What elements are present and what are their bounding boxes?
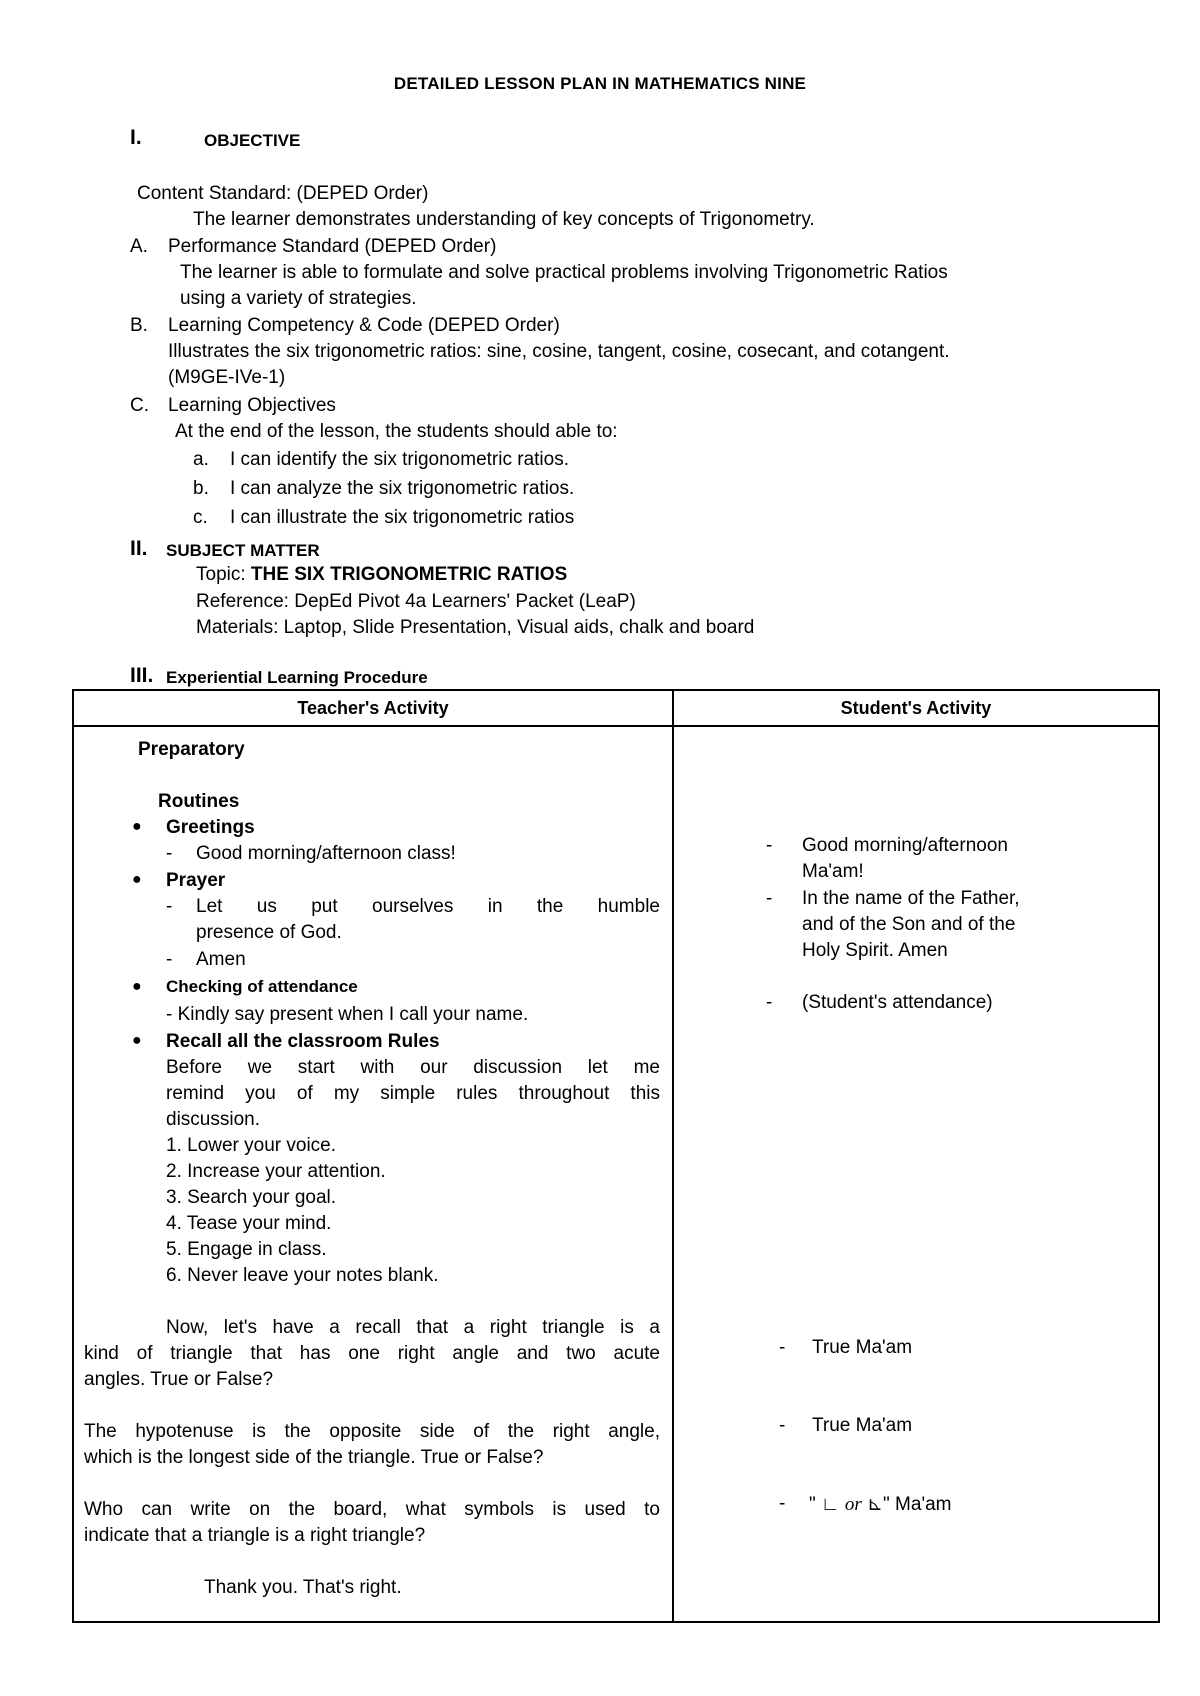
greetings-line: Good morning/afternoon class! (196, 843, 456, 864)
rule-item: 1. Lower your voice. (166, 1135, 337, 1156)
routines-label: Routines (158, 791, 240, 812)
student-answer-3 (809, 1493, 951, 1516)
performance-letter: A. (130, 236, 148, 257)
recall-line-1: Now, let's have a recall that a right triangle is a (166, 1317, 660, 1338)
topic-label: Topic: (196, 564, 251, 585)
teacher-activity-cell (73, 726, 673, 1622)
objective-marker-c: c. (193, 507, 208, 528)
dash-answer-1: - (779, 1337, 786, 1358)
attendance-line: - Kindly say present when I call your name. (166, 1004, 529, 1025)
objective-item-a: I can identify the six trigonometric ratios. (230, 449, 569, 470)
reference-line: Reference: DepEd Pivot 4a Learners' Packet (LeaP) (196, 591, 636, 612)
student-greeting-line-2: Ma'am! (802, 861, 864, 882)
dash-student-greeting: - (766, 835, 773, 856)
objective-item-c: I can illustrate the six trigonometric ratios (230, 507, 575, 528)
hypotenuse-line-2: which is the longest side of the triangle. True or False? (84, 1447, 544, 1468)
objectives-letter: C. (130, 395, 149, 416)
bullet-icon: ● (132, 818, 142, 835)
procedure-table (72, 689, 1160, 1623)
dash-prayer: - (166, 896, 173, 917)
answer-tail: " Ma'am (883, 1494, 952, 1515)
bullet-icon: ● (132, 871, 142, 888)
symbol-question-line-1: Who can write on the board, what symbols is used to (84, 1499, 660, 1520)
preparatory-label: Preparatory (138, 739, 245, 760)
prayer-line-1: Let us put ourselves in the humble (196, 896, 660, 917)
prayer-line-2: presence of God. (196, 922, 342, 943)
section-3-numeral: III. (130, 664, 154, 687)
rule-item: 2. Increase your attention. (166, 1161, 386, 1182)
section-3-heading: Experiential Learning Procedure (166, 668, 428, 687)
amen-line: Amen (196, 949, 246, 970)
greetings-label: Greetings (166, 817, 255, 838)
competency-label: Learning Competency & Code (DEPED Order) (168, 315, 560, 336)
objective-marker-a: a. (193, 449, 209, 470)
student-prayer-line-1: In the name of the Father, (802, 888, 1020, 909)
section-2-numeral: II. (130, 537, 148, 560)
prayer-label: Prayer (166, 870, 226, 891)
objectives-intro: At the end of the lesson, the students should able to: (175, 421, 618, 442)
attendance-label: Checking of attendance (166, 977, 358, 996)
rules-intro-line-1: Before we start with our discussion let me (166, 1057, 660, 1078)
performance-line-1: The learner is able to formulate and solve practical problems involving Trigonometric Ratios (180, 262, 948, 283)
competency-letter: B. (130, 315, 148, 336)
hypotenuse-line-1: The hypotenuse is the opposite side of the right angle, (84, 1421, 660, 1442)
topic-value: THE SIX TRIGONOMETRIC RATIOS (250, 564, 568, 585)
dash-answer-2: - (779, 1415, 786, 1436)
student-prayer-line-3: Holy Spirit. Amen (802, 940, 948, 961)
section-1-numeral: I. (130, 126, 142, 149)
rules-label: Recall all the classroom Rules (166, 1031, 440, 1052)
dash-student-attendance: - (766, 992, 773, 1013)
objectives-label: Learning Objectives (168, 395, 336, 416)
thanks-line: Thank you. That's right. (204, 1577, 402, 1598)
student-answer-1: True Ma'am (812, 1337, 913, 1358)
performance-label: Performance Standard (DEPED Order) (168, 236, 497, 257)
student-activity-header: Student's Activity (673, 690, 1159, 726)
right-angle-icon: ∟ (821, 1494, 840, 1515)
document-title: DETAILED LESSON PLAN IN MATHEMATICS NINE (393, 74, 807, 93)
dash-answer-3: - (779, 1493, 786, 1514)
symbol-question-line-2: indicate that a triangle is a right triangle? (84, 1525, 426, 1546)
recall-line-2: kind of triangle that has one right angle and two acute (84, 1343, 660, 1364)
objective-item-b: I can analyze the six trigonometric ratios. (230, 478, 575, 499)
dash-amen: - (166, 949, 173, 970)
rule-item: 4. Tease your mind. (166, 1213, 332, 1234)
materials-line: Materials: Laptop, Slide Presentation, Visual aids, chalk and board (196, 617, 755, 638)
answer-or: or (844, 1494, 862, 1515)
student-attendance-line: (Student's attendance) (802, 992, 993, 1013)
rules-intro-line-2: remind you of my simple rules throughout this (166, 1083, 660, 1104)
student-prayer-line-2: and of the Son and of the (802, 914, 1016, 935)
topic-line (196, 564, 567, 586)
bullet-icon: ● (132, 1032, 142, 1049)
student-activity-cell (673, 726, 1159, 1622)
right-angle-arc-icon: ⊾ (867, 1494, 884, 1515)
dash-student-prayer: - (766, 888, 773, 909)
objective-marker-b: b. (193, 478, 209, 499)
student-greeting-line-1: Good morning/afternoon (802, 835, 1008, 856)
student-answer-2: True Ma'am (812, 1415, 913, 1436)
recall-line-3: angles. True or False? (84, 1369, 274, 1390)
performance-line-2: using a variety of strategies. (180, 288, 417, 309)
teacher-activity-header: Teacher's Activity (73, 690, 673, 726)
section-1-heading: OBJECTIVE (204, 131, 301, 150)
competency-line-2: (M9GE-IVe-1) (168, 367, 286, 388)
rule-item: 5. Engage in class. (166, 1239, 327, 1260)
rules-intro-line-3: discussion. (166, 1109, 260, 1130)
competency-line-1: Illustrates the six trigonometric ratios: sine, cosine, tangent, cosine, cosecant, and cotangent. (168, 341, 950, 362)
dash-greetings: - (166, 843, 173, 864)
bullet-icon: ● (132, 978, 142, 995)
section-2-heading: SUBJECT MATTER (166, 541, 320, 560)
rule-item: 6. Never leave your notes blank. (166, 1265, 439, 1286)
rule-item: 3. Search your goal. (166, 1187, 337, 1208)
content-standard-label: Content Standard: (DEPED Order) (137, 183, 429, 204)
content-standard-text: The learner demonstrates understanding of key concepts of Trigonometry. (193, 209, 815, 230)
answer-quote-open: " (809, 1494, 816, 1515)
